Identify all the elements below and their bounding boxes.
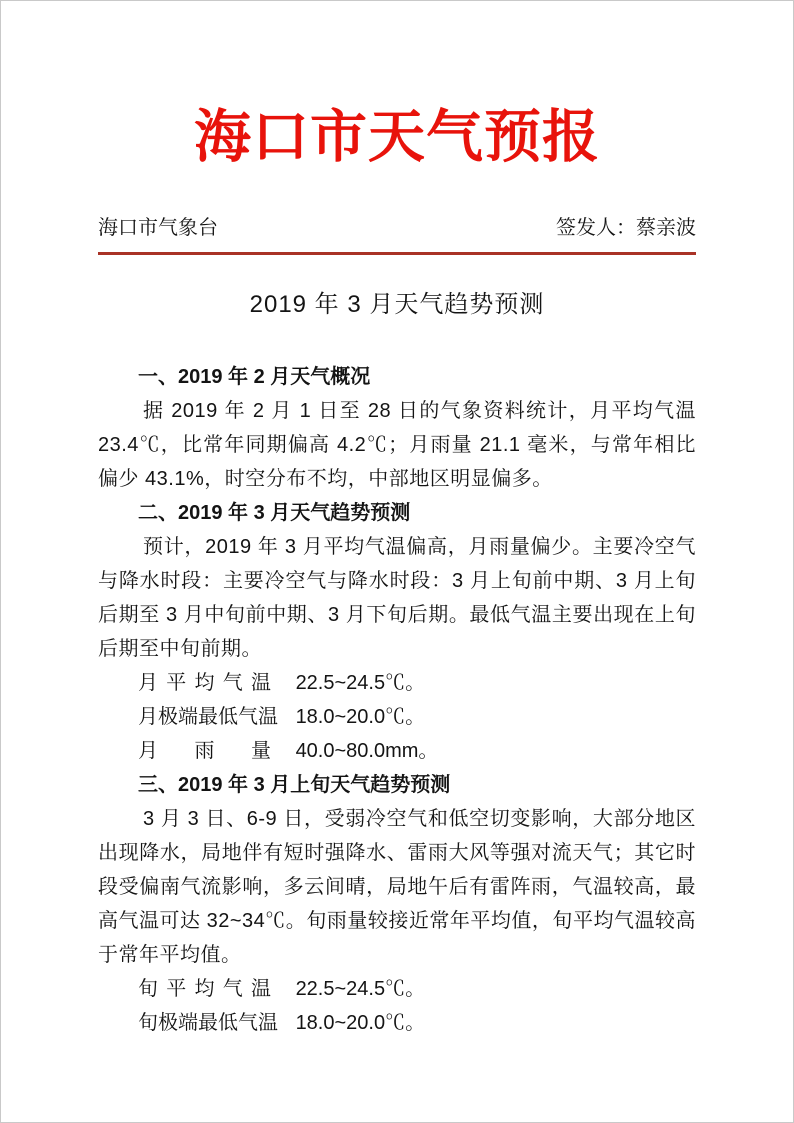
stat-value: 22.5~24.5℃。 <box>295 978 426 1000</box>
signer-name: 签发人：蔡亲波 <box>556 217 696 239</box>
stat-label: 月雨量 <box>138 740 271 762</box>
section-2-heading: 二、2019 年 3 月天气趋势预测 <box>138 502 411 524</box>
section-3-heading: 三、2019 年 3 月上旬天气趋势预测 <box>138 774 451 796</box>
stat-row-dekad-avg-temp <box>98 972 696 1006</box>
section-2-paragraph: 预计，2019 年 3 月平均气温偏高，月雨量偏少。主要冷空气与降水时段：主要冷空气与降水时段：3 月上旬前中期、3 月上旬后期至 3 月中旬前中期、3 月下旬后期。最低气温主要出现在上旬后期至中旬前期。 <box>98 536 696 660</box>
letterhead-title: 海口市天气预报 <box>194 105 600 169</box>
stat-label: 旬平均气温 <box>138 978 271 1000</box>
section-3-paragraph: 3 月 3 日、6-9 日，受弱冷空气和低空切变影响，大部分地区出现降水，局地伴有短时强降水、雷雨大风等强对流天气；其它时段受偏南气流影响，多云间晴，局地午后有雷阵雨，气温较高，最高气温可达 32~34℃。旬雨量较接近常年平均值，旬平均气温较高于常年平均值。 <box>98 808 696 966</box>
stat-row-month-avg-temp <box>98 666 696 700</box>
stat-label: 旬极端最低气温 <box>138 1012 278 1034</box>
stat-label: 月极端最低气温 <box>138 706 278 728</box>
stat-row-month-min-temp <box>98 700 696 734</box>
stat-label: 月平均气温 <box>138 672 271 694</box>
stat-value: 18.0~20.0℃。 <box>295 706 426 728</box>
issuer-name: 海口市气象台 <box>98 217 218 239</box>
section-1-paragraph: 据 2019 年 2 月 1 日至 28 日的气象资料统计，月平均气温 23.4℃，比常年同期偏高 4.2℃；月雨量 21.1 毫米，与常年相比偏少 43.1%，时空分布不均，中部地区明显偏多。 <box>98 400 696 490</box>
stat-value: 18.0~20.0℃。 <box>295 1012 426 1034</box>
masthead-row <box>98 215 696 255</box>
section-1-heading: 一、2019 年 2 月天气概况 <box>138 366 371 388</box>
stat-value: 22.5~24.5℃。 <box>295 672 426 694</box>
stat-row-month-rainfall <box>98 734 696 768</box>
document-title: 2019 年 3 月天气趋势预测 <box>249 291 545 318</box>
stat-value: 40.0~80.0mm。 <box>295 740 439 762</box>
document-body <box>98 360 696 1040</box>
stat-row-dekad-min-temp <box>98 1006 696 1040</box>
